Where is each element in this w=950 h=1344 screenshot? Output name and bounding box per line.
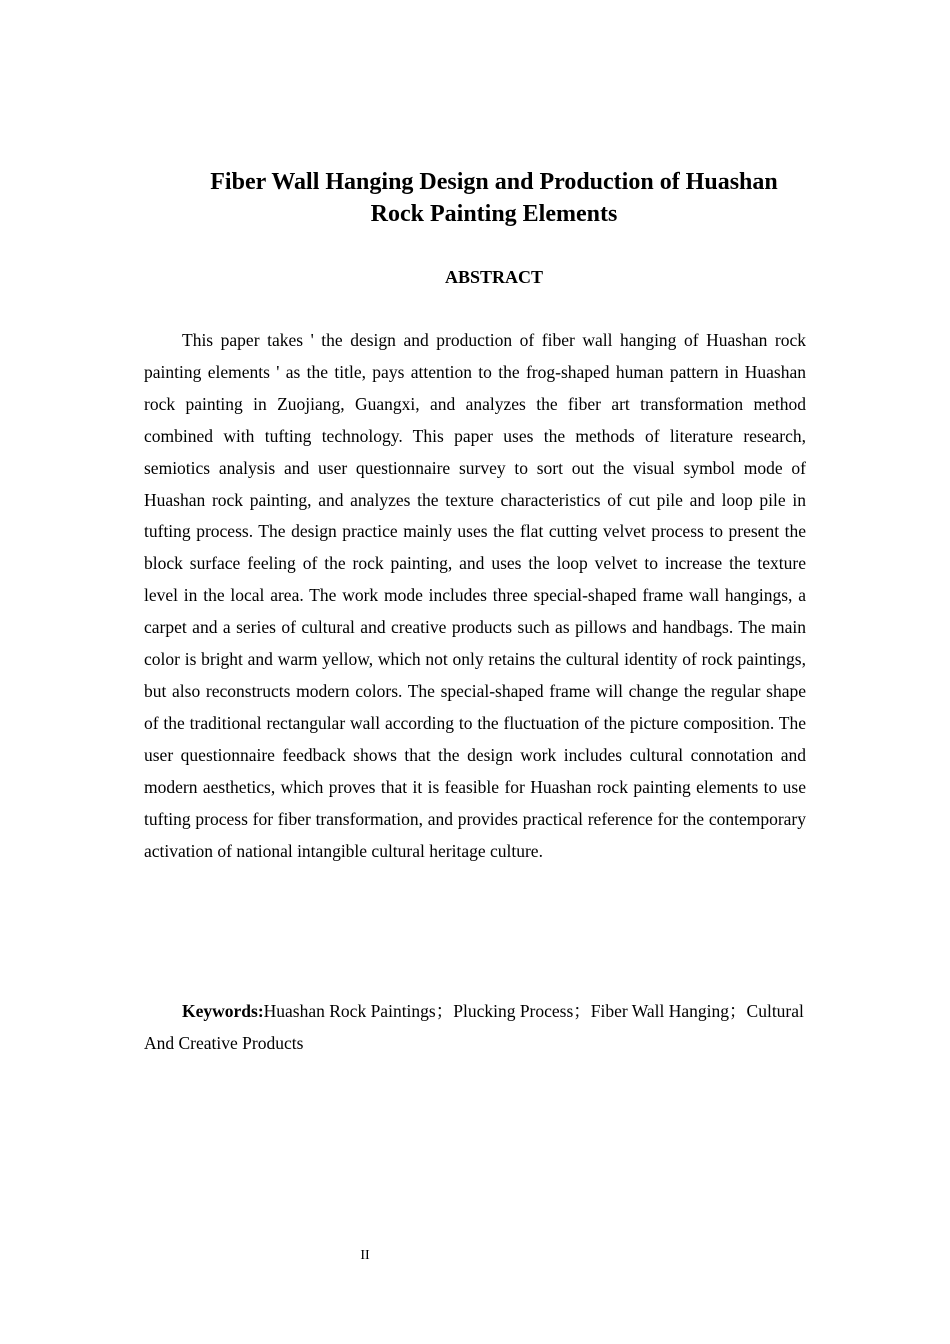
paper-title-line-1: Fiber Wall Hanging Design and Production of Huashan bbox=[210, 169, 778, 195]
paper-title-line-2: Rock Painting Elements bbox=[370, 201, 618, 227]
keywords-list: Huashan Rock Paintings；Plucking Process；Fiber Wall Hanging；Cultural And Creative Products bbox=[144, 1001, 804, 1053]
page-number: II bbox=[360, 1248, 370, 1263]
keywords-paragraph bbox=[144, 996, 806, 1059]
paper-title bbox=[144, 166, 844, 230]
abstract-body: This paper takes ' the design and production of fiber wall hanging of Huashan rock painting elements ' as the title, pays attention to the frog-shaped human pattern in Huashan rock painting in Zuojiang, Guangxi, and analyzes the fiber art transformation method combined with tufting technology. This paper uses the methods of literature research, semiotics analysis and user questionnaire survey to sort out the visual symbol mode of Huashan rock painting, and analyzes the texture characteristics of cut pile and loop pile in tufting process. The design practice mainly uses the flat cutting velvet process to present the block surface feeling of the rock painting, and uses the loop velvet to increase the texture level in the local area. The work mode includes three special-shaped frame wall hangings, a carpet and a series of cultural and creative products such as pillows and handbags. The main color is bright and warm yellow, which not only retains the cultural identity of rock paintings, but also reconstructs modern colors. The special-shaped frame will change the regular shape of the traditional rectangular wall according to the fluctuation of the picture composition. The user questionnaire feedback shows that the design work includes cultural connotation and modern aesthetics, which proves that it is feasible for Huashan rock painting elements to use tufting process for fiber transformation, and provides practical reference for the contemporary activation of national intangible cultural heritage culture. bbox=[144, 330, 806, 861]
keywords-label: Keywords: bbox=[182, 1001, 264, 1021]
abstract-heading: ABSTRACT bbox=[444, 267, 544, 287]
